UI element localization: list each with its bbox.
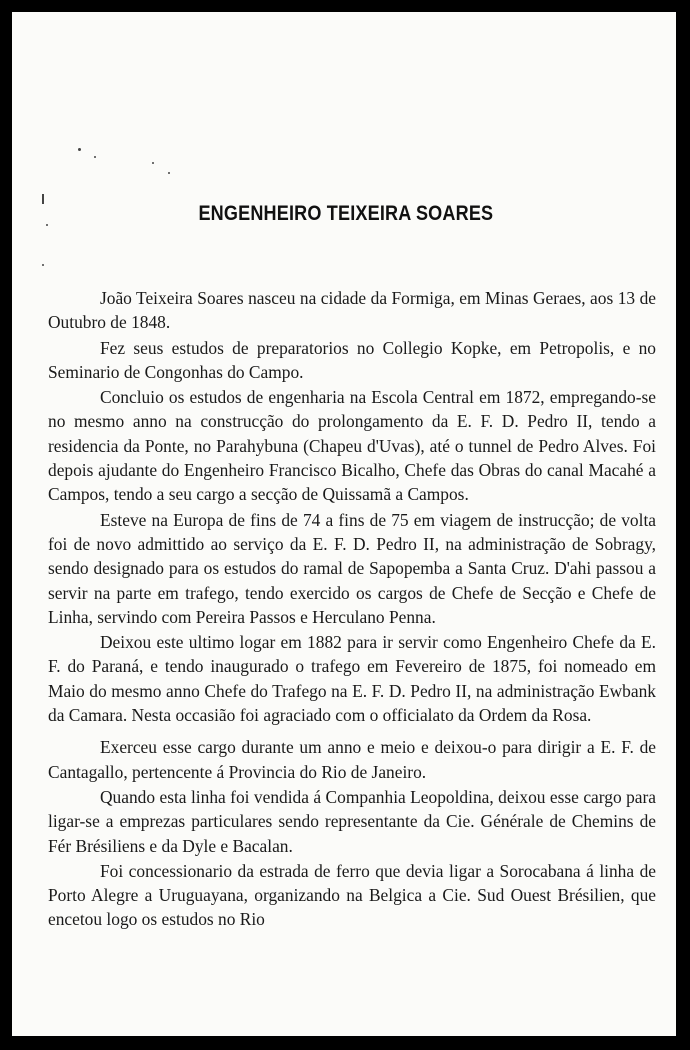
paragraph: Fez seus estudos de preparatorios no Collegio Kopke, em Petropolis, e no Seminario de Congonhas do Campo. [48, 337, 656, 382]
paragraph: João Teixeira Soares nasceu na cidade da Formiga, em Minas Geraes, aos 13 de Outubro de 1848. [48, 288, 656, 333]
paragraph: Deixou este ultimo logar em 1882 para ir servir como Engenheiro Chefe da E. F. do Paraná, e tendo inaugurado o trafego em Fevereiro de 1875, foi nomeado em Maio do mesmo anno Chefe do Trafego na E. F. D. Pedro II, na administração Ewbank da Camara. Nesta occasião foi agraciado com o officialato da Ordem da Rosa. [48, 632, 656, 726]
paragraph: Quando esta linha foi vendida á Companhia Leopoldina, deixou esse cargo para ligar-se a emprezas particulares sendo representante da Cie. Générale de Chemins de Fér Brésiliens e da Dyle e Bacalan. [48, 786, 656, 856]
document-title: ENGENHEIRO TEIXEIRA SOARES [198, 202, 494, 225]
scan-speck [168, 172, 170, 174]
paragraph: Foi concessionario da estrada de ferro que devia ligar a Sorocabana á linha de Porto Alegre a Uruguayana, organizando na Belgica a Cie. Sud Ouest Brésilien, que encetou logo os estudos no Rio [48, 860, 656, 930]
scan-speck [46, 224, 48, 226]
scan-speck [94, 156, 96, 158]
paragraph: Esteve na Europa de fins de 74 a fins de 75 em viagem de instrucção; de volta foi de novo admittido ao serviço da E. F. D. Pedro II, na administração de Sobragy, sendo designado para os estudos do ramal de Sapopemba a Santa Cruz. D'ahi passou a servir na parte em trafego, tendo exercido os cargos de Chefe de Secção e Chefe de Linha, servindo com Pereira Passos e Herculano Penna. [48, 509, 656, 627]
paragraph: Exerceu esse cargo durante um anno e meio e deixou-o para dirigir a E. F. de Cantagallo, pertencente á Provincia do Rio de Janeiro. [48, 737, 656, 782]
document-body [48, 286, 656, 933]
scan-speck [42, 264, 44, 266]
scan-speck [152, 162, 154, 164]
paragraph: Concluio os estudos de engenharia na Escola Central em 1872, empregando-se no mesmo anno na construcção do prolongamento da E. F. D. Pedro II, tendo a residencia da Ponte, no Parahybuna (Chapeu d'Uvas), até o tunnel de Pedro Alves. Foi depois ajudante do Engenheiro Francisco Bicalho, Chefe das Obras do canal Macahé a Campos, tendo a seu cargo a secção de Quissamã a Campos. [48, 387, 656, 505]
scan-speck [42, 194, 44, 204]
scan-speck [78, 148, 81, 151]
document-page [12, 12, 676, 1036]
